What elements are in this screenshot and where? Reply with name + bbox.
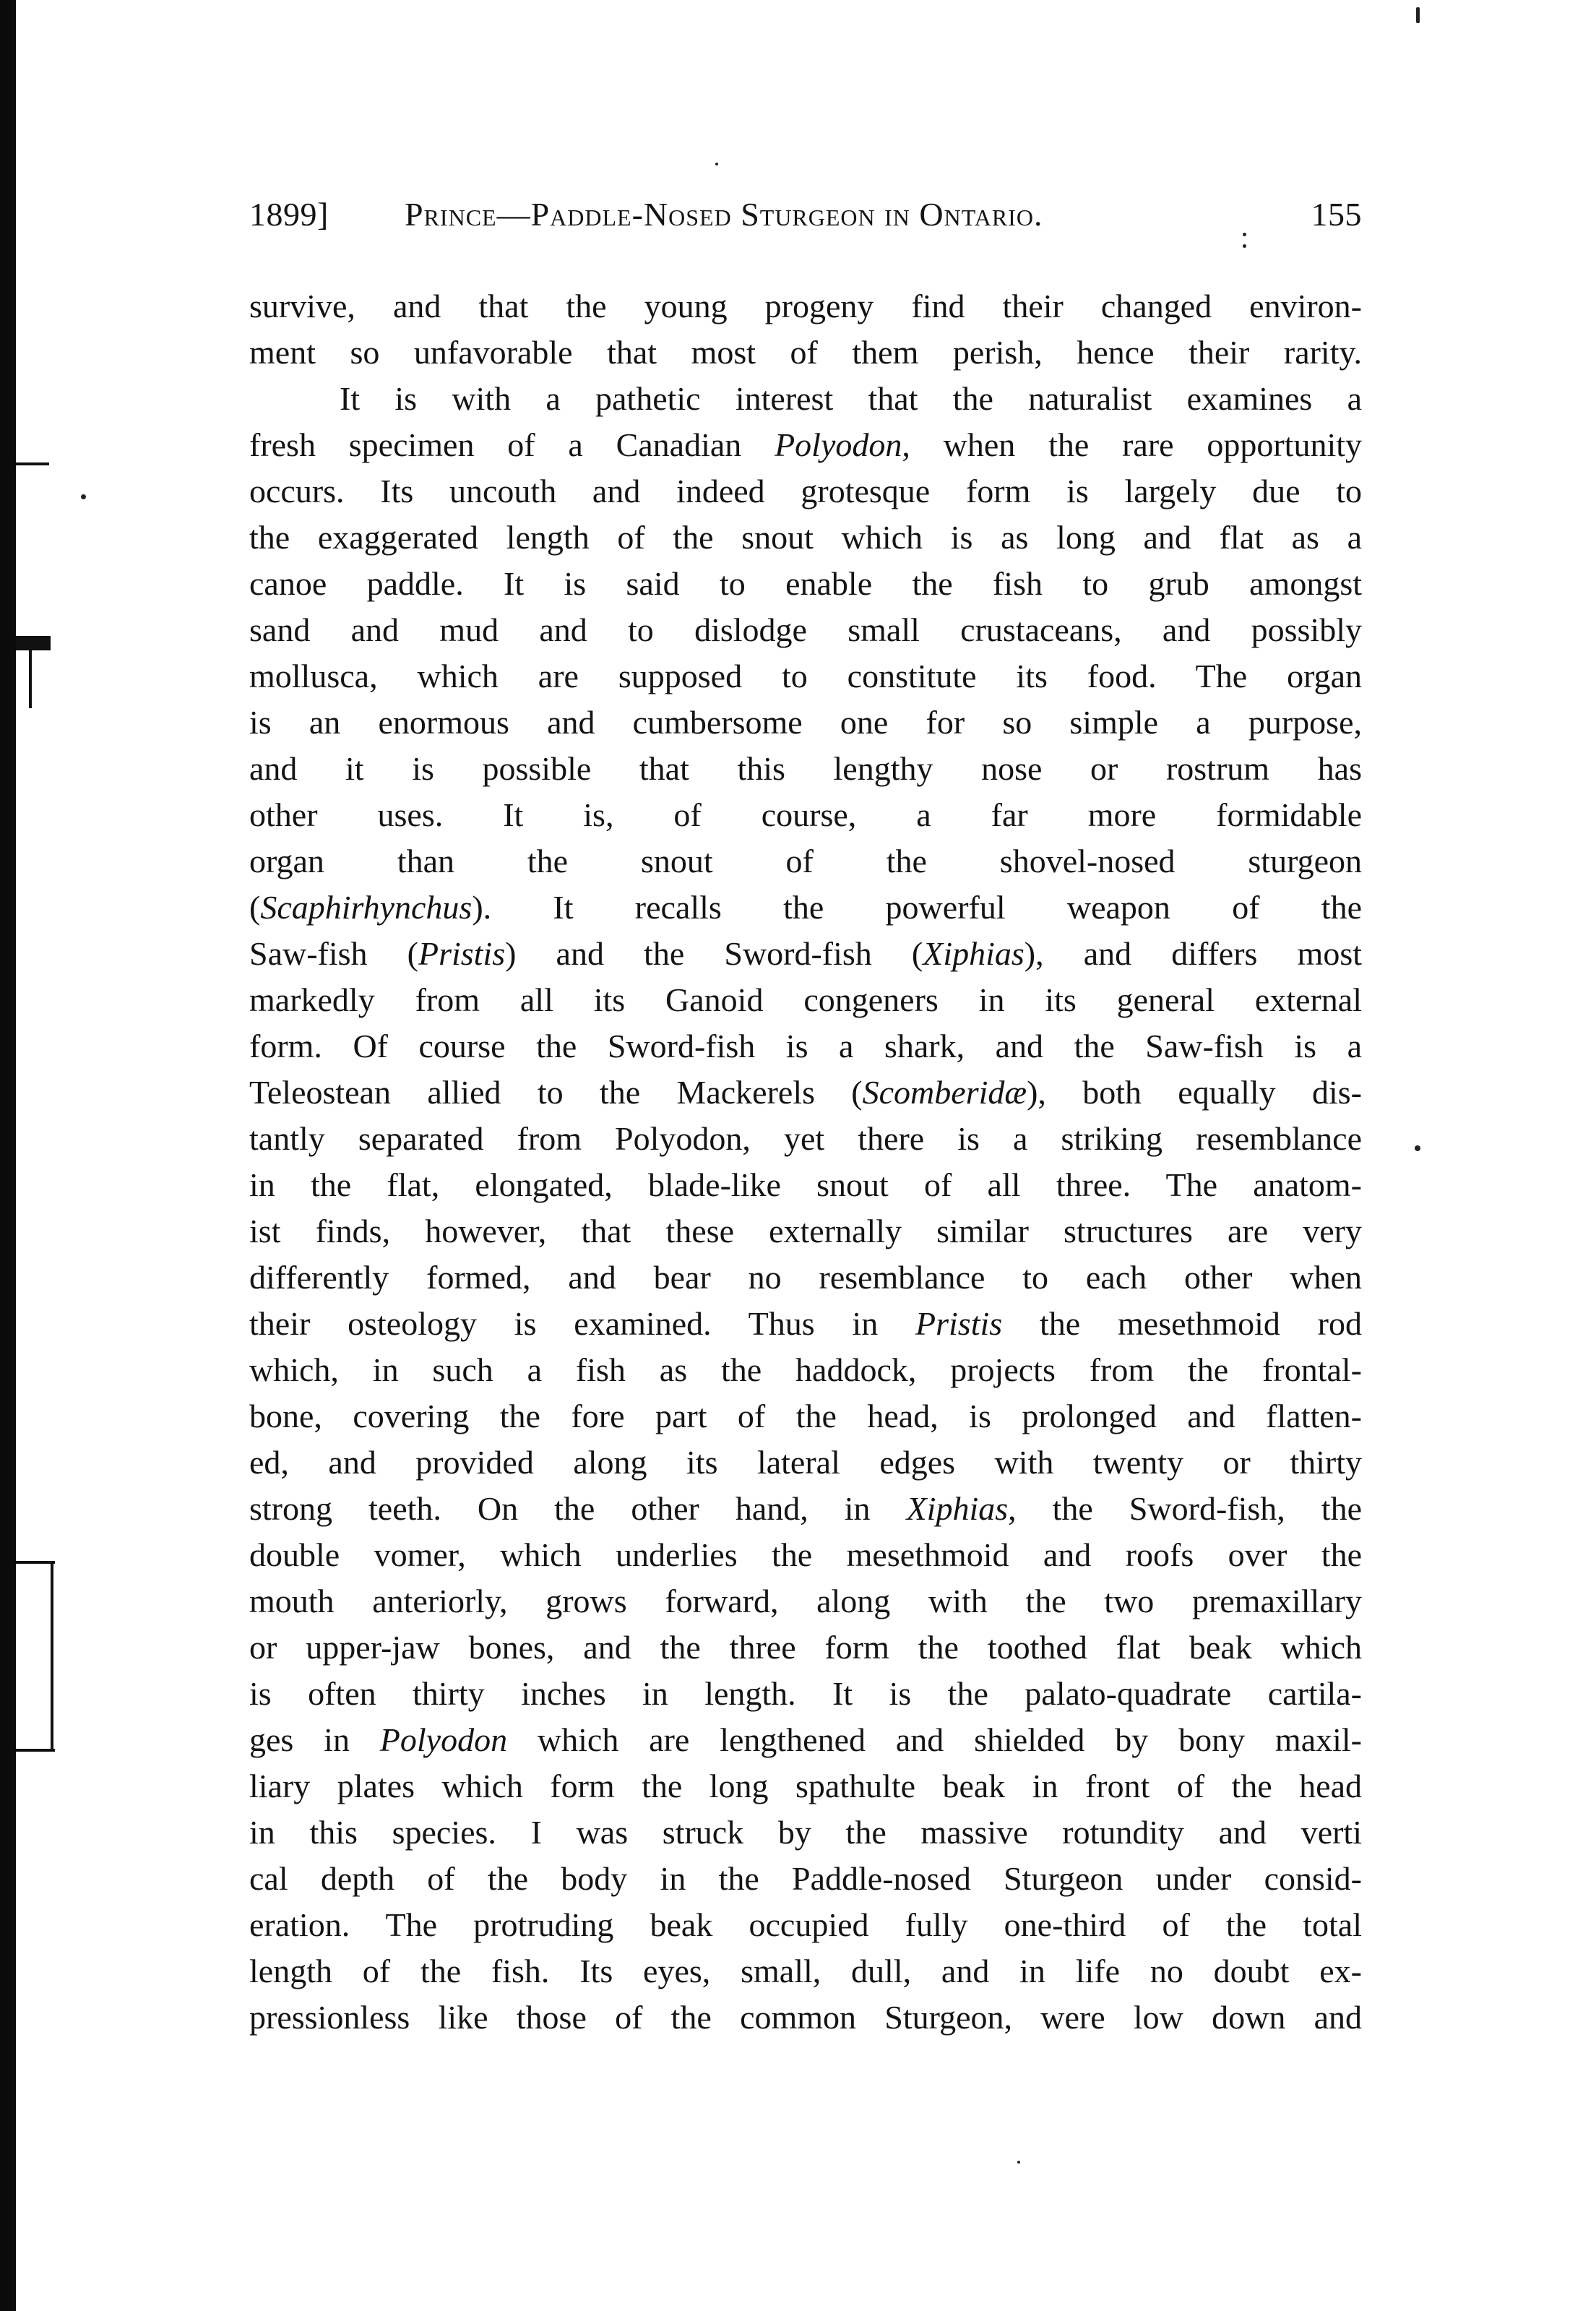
text-line: occurs. Its uncouth and indeed grotesque form is largely due to	[249, 473, 1362, 509]
text-line: It is with a pathetic interest that the naturalist examines a	[340, 380, 1362, 417]
binding-mark	[16, 462, 49, 465]
text-line: mouth anteriorly, grows forward, along with the two premaxillary	[249, 1583, 1362, 1619]
text-line: ges in Polyodon which are lengthened and shielded by bony maxil-	[249, 1721, 1362, 1758]
body-text	[249, 283, 1362, 2041]
text-line: eration. The protruding beak occupied fully one-third of the total	[249, 1906, 1362, 1943]
binding-mark	[51, 1561, 53, 1749]
text-line: tantly separated from Polyodon, yet there is a striking resemblance	[249, 1120, 1362, 1157]
page-number: 155	[1311, 196, 1362, 233]
text-line: their osteology is examined. Thus in Pristis the mesethmoid rod	[249, 1305, 1362, 1342]
text-line: (Scaphirhynchus). It recalls the powerful weapon of the	[249, 889, 1362, 926]
text-line: double vomer, which underlies the mesethmoid and roofs over the	[249, 1536, 1362, 1573]
ink-speck	[81, 494, 86, 499]
text-line: Teleostean allied to the Mackerels (Scomberidæ), both equally dis-	[249, 1074, 1362, 1111]
text-line: or upper-jaw bones, and the three form the toothed flat beak which	[249, 1629, 1362, 1666]
text-line: other uses. It is, of course, a far more formidable	[249, 796, 1362, 833]
text-line: ment so unfavorable that most of them perish, hence their rarity.	[249, 334, 1362, 371]
text-line: in the flat, elongated, blade-like snout of all three. The anatom-	[249, 1166, 1362, 1203]
text-line: fresh specimen of a Canadian Polyodon, when the rare opportunity	[249, 426, 1362, 463]
ink-speck	[1017, 2161, 1020, 2164]
text-line: liary plates which form the long spathulte beak in front of the head	[249, 1768, 1362, 1804]
binding-mark	[16, 1561, 55, 1564]
text-line: canoe paddle. It is said to enable the fish to grub amongst	[249, 565, 1362, 602]
text-line: which, in such a fish as the haddock, projects from the frontal-	[249, 1351, 1362, 1388]
text-line: is often thirty inches in length. It is the palato-quadrate cartila-	[249, 1675, 1362, 1712]
text-line: cal depth of the body in the Paddle-nosed Sturgeon under consid-	[249, 1860, 1362, 1897]
ink-speck	[1416, 7, 1420, 23]
running-title: Prince—Paddle-Nosed Sturgeon in Ontario.	[405, 196, 1043, 233]
text-line: ist finds, however, that these externally similar structures are very	[249, 1213, 1362, 1249]
text-line: in this species. I was struck by the massive rotundity and verti	[249, 1814, 1362, 1851]
ink-speck	[715, 163, 718, 165]
text-line: bone, covering the fore part of the head, is prolonged and flatten-	[249, 1398, 1362, 1434]
text-line: sand and mud and to dislodge small crustaceans, and possibly	[249, 611, 1362, 648]
text-line: length of the fish. Its eyes, small, dull, and in life no doubt ex-	[249, 1953, 1362, 1989]
text-line: is an enormous and cumbersome one for so simple a purpose,	[249, 704, 1362, 741]
volume-year: 1899]	[249, 196, 329, 233]
text-line: pressionless like those of the common Sturgeon, were low down and	[249, 1999, 1362, 2036]
text-line: strong teeth. On the other hand, in Xiphias, the Sword-fish, the	[249, 1490, 1362, 1527]
running-header	[249, 195, 1362, 246]
text-line: organ than the snout of the shovel-nosed sturgeon	[249, 843, 1362, 879]
text-line: ed, and provided along its lateral edges with twenty or thirty	[249, 1444, 1362, 1481]
text-line: mollusca, which are supposed to constitute its food. The organ	[249, 658, 1362, 694]
text-line: and it is possible that this lengthy nose or rostrum has	[249, 750, 1362, 787]
text-line: the exaggerated length of the snout which is as long and flat as a	[249, 519, 1362, 556]
page-binding-edge	[0, 0, 16, 2311]
text-line: Saw-fish (Pristis) and the Sword-fish (Xiphias), and differs most	[249, 935, 1362, 972]
ink-speck	[1415, 1145, 1420, 1151]
binding-mark	[16, 1749, 55, 1752]
binding-mark	[16, 636, 51, 650]
text-line: differently formed, and bear no resemblance to each other when	[249, 1259, 1362, 1296]
binding-mark	[29, 643, 32, 708]
text-line: markedly from all its Ganoid congeners in its general external	[249, 981, 1362, 1018]
text-line: form. Of course the Sword-fish is a shark, and the Saw-fish is a	[249, 1028, 1362, 1064]
text-line: survive, and that the young progeny find their changed environ-	[249, 288, 1362, 324]
